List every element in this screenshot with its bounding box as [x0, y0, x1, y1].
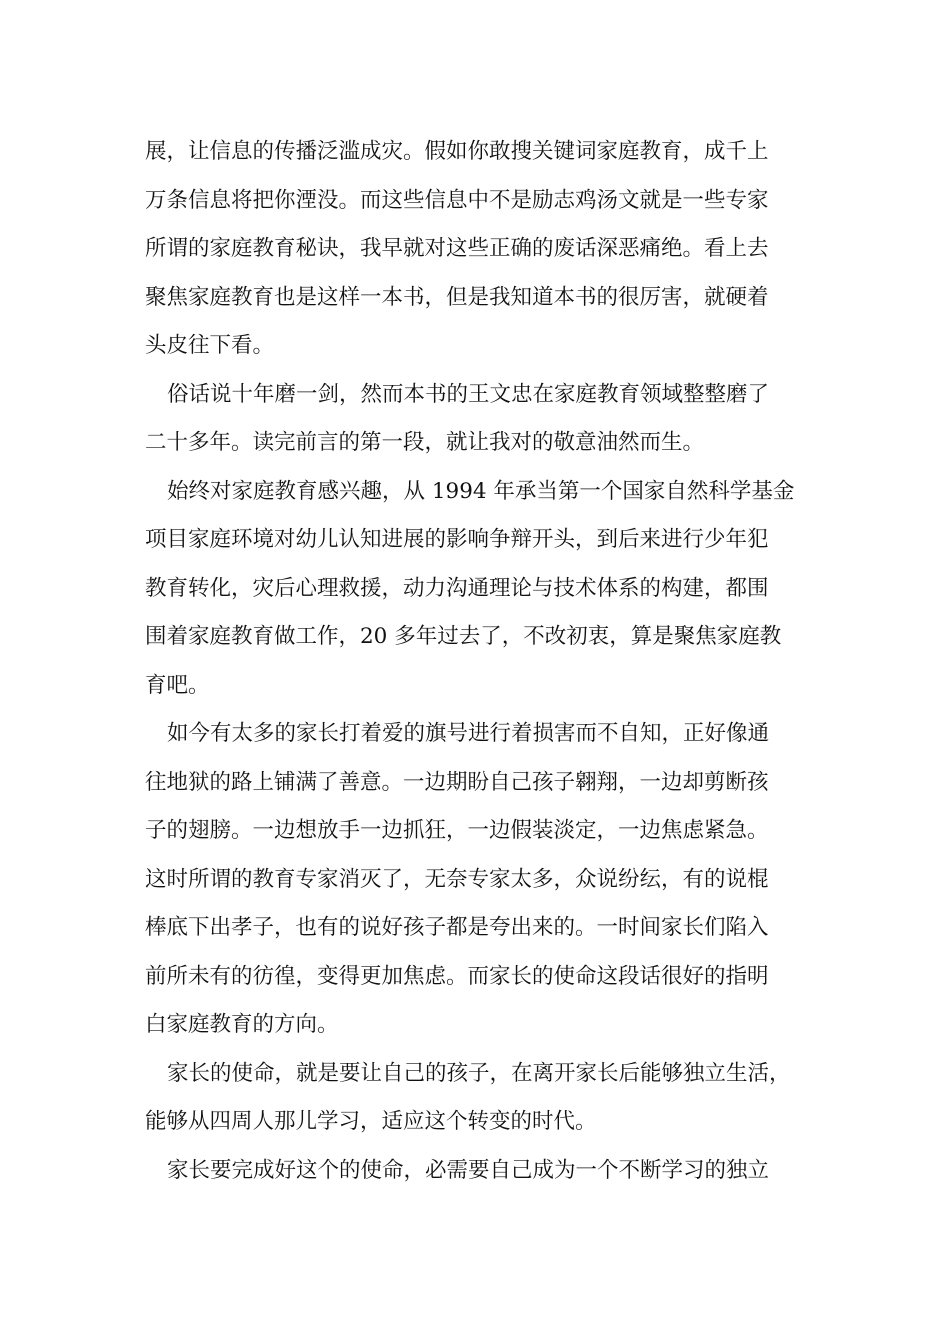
text-line: 家长要完成好这个的使命，必需要自己成为一个不断学习的独立	[167, 1157, 770, 1183]
text-line: 棒底下出孝子，也有的说好孩子都是夸出来的。一时间家长们陷入	[145, 915, 769, 940]
text-line: 展，让信息的传播泛滥成灾。假如你敢搜关键词家庭教育，成千上	[145, 139, 769, 164]
text-line: 能够从四周人那儿学习，适应这个转变的时代。	[145, 1109, 597, 1134]
text-line: 教育转化，灾后心理救援，动力沟通理论与技术体系的构建，都围	[145, 575, 769, 601]
text-line: 二十多年。读完前言的第一段，就让我对的敬意油然而生。	[145, 430, 705, 455]
paragraph	[145, 1050, 807, 1147]
document-body	[145, 128, 807, 1195]
text-line: 所谓的家庭教育秘诀，我早就对这些正确的废话深恶痛绝。看上去	[145, 236, 769, 261]
text-line: 头皮往下看。	[145, 333, 275, 358]
paragraph	[145, 468, 807, 711]
text-line: 围着家庭教育做工作，20 多年过去了，不改初衷，算是聚焦家庭教	[145, 624, 782, 649]
text-line: 白家庭教育的方向。	[145, 1012, 339, 1037]
text-line: 项目家庭环境对幼儿认知进展的影响争辩开头，到后来进行少年犯	[145, 527, 769, 552]
paragraph	[145, 371, 807, 468]
text-line: 俗话说十年磨一剑，然而本书的王文忠在家庭教育领域整整磨了	[167, 381, 770, 407]
paragraph	[145, 128, 807, 371]
paragraph	[145, 710, 807, 1050]
text-line: 前所未有的彷徨，变得更加焦虑。而家长的使命这段话很好的指明	[145, 963, 769, 989]
text-line: 家长的使命，就是要让自己的孩子，在离开家长后能够独立生活，	[167, 1060, 791, 1086]
text-line: 万条信息将把你湮没。而这些信息中不是励志鸡汤文就是一些专家	[145, 187, 769, 213]
text-line: 育吧。	[145, 672, 210, 698]
text-line: 子的翅膀。一边想放手一边抓狂，一边假装淡定，一边焦虑紧急。	[145, 818, 769, 843]
text-line: 始终对家庭教育感兴趣，从 1994 年承当第一个国家自然科学基金	[167, 478, 795, 504]
paragraph	[145, 1147, 807, 1196]
text-line: 这时所谓的教育专家消灭了，无奈专家太多，众说纷纭，有的说棍	[145, 866, 769, 892]
text-line: 如今有太多的家长打着爱的旗号进行着损害而不自知，正好像通	[167, 721, 770, 746]
text-line: 聚焦家庭教育也是这样一本书，但是我知道本书的很厉害，就硬着	[145, 284, 769, 310]
text-line: 往地狱的路上铺满了善意。一边期盼自己孩子翱翔，一边却剪断孩	[145, 769, 769, 795]
